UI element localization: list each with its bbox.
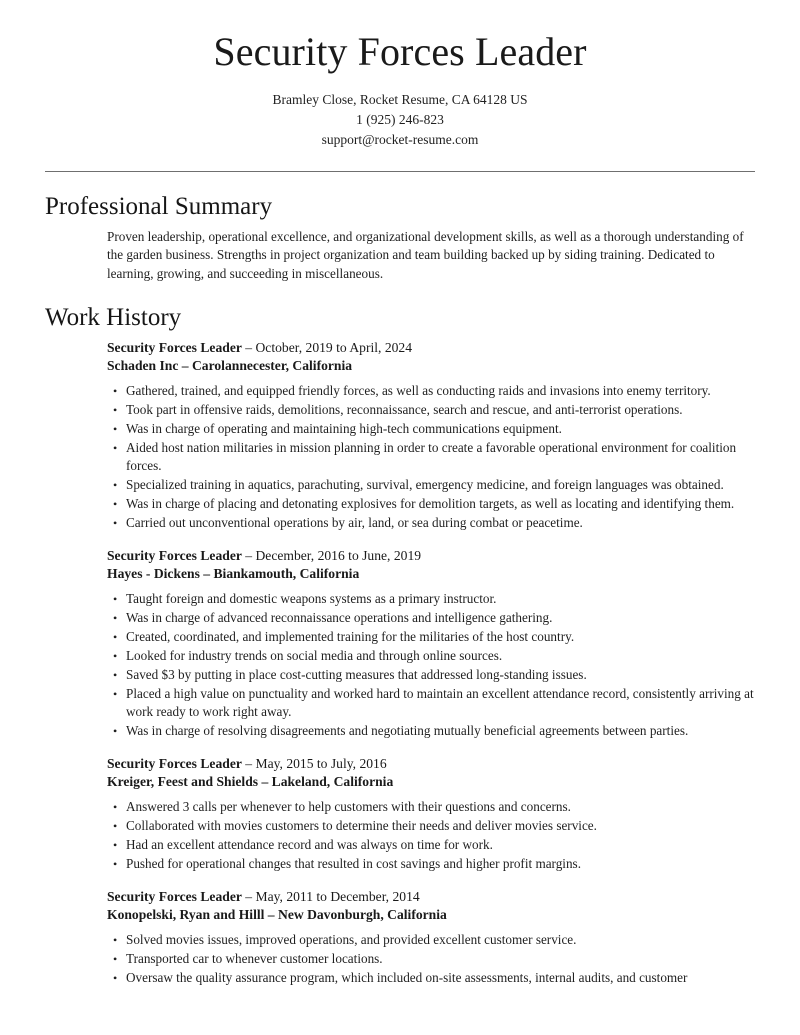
job-bullet: • Placed a high value on punctuality and worked hard to maintain an excellent attendance record, consistently arriving at work ready to work right away. xyxy=(107,685,755,721)
job-bullet: • Took part in offensive raids, demolitions, reconnaissance, search and rescue, and anti-terrorist operations. xyxy=(107,401,755,419)
job-heading xyxy=(107,888,755,906)
job-entry xyxy=(107,755,755,888)
job-bullet: • Looked for industry trends on social media and through online sources. xyxy=(107,647,755,665)
job-company: Hayes - Dickens – Biankamouth, California xyxy=(107,565,360,581)
job-list xyxy=(107,339,755,1002)
job-bullet: • Was in charge of placing and detonating explosives for demolition targets, as well as locating and identifying them. xyxy=(107,495,755,513)
job-bullet-list xyxy=(107,798,755,873)
job-heading xyxy=(107,339,755,357)
work-history-body xyxy=(0,339,800,1002)
job-dates: October, 2019 to April, 2024 xyxy=(255,340,413,355)
page-title: Security Forces Leader xyxy=(213,29,587,74)
job-bullet: • Answered 3 calls per whenever to help customers with their questions and concerns. xyxy=(107,798,755,816)
job-dates: December, 2016 to June, 2019 xyxy=(255,548,422,563)
job-dates: May, 2015 to July, 2016 xyxy=(255,756,387,771)
job-bullet: • Aided host nation militaries in mission planning in order to create a favorable operational environment for coalition forces. xyxy=(107,439,755,475)
job-company: Kreiger, Feest and Shields – Lakeland, California xyxy=(107,773,394,789)
job-bullet-list xyxy=(107,382,755,532)
contact-email: support@rocket-resume.com xyxy=(321,132,479,147)
section-heading-summary: Professional Summary xyxy=(45,193,273,220)
job-title: Security Forces Leader xyxy=(107,548,242,563)
job-company: Konopelski, Ryan and Hilll – New Davonburgh, California xyxy=(107,906,447,922)
job-bullet: • Saved $3 by putting in place cost-cutting measures that addressed long-standing issues. xyxy=(107,666,755,684)
job-bullet: • Oversaw the quality assurance program, which included on-site assessments, internal audits, and customer xyxy=(107,969,755,987)
resume-header xyxy=(0,0,800,150)
job-bullet: • Created, coordinated, and implemented training for the militaries of the host country. xyxy=(107,628,755,646)
contact-address: Bramley Close, Rocket Resume, CA 64128 US xyxy=(272,92,528,107)
job-bullet: • Had an excellent attendance record and was always on time for work. xyxy=(107,836,755,854)
job-heading xyxy=(107,547,755,565)
job-bullet: • Solved movies issues, improved operations, and provided excellent customer service. xyxy=(107,931,755,949)
job-bullet: • Pushed for operational changes that resulted in cost savings and higher profit margins. xyxy=(107,855,755,873)
job-bullet: • Transported car to whenever customer locations. xyxy=(107,950,755,968)
section-work-history xyxy=(0,283,800,1002)
job-heading xyxy=(107,755,755,773)
job-bullet: • Gathered, trained, and equipped friendly forces, as well as conducting raids and invasions into enemy territory. xyxy=(107,382,755,400)
job-bullet: • Carried out unconventional operations by air, land, or sea during combat or peacetime. xyxy=(107,514,755,532)
job-bullet: • Taught foreign and domestic weapons systems as a primary instructor. xyxy=(107,590,755,608)
job-separator: – xyxy=(241,548,256,563)
job-entry xyxy=(107,888,755,1002)
job-bullet-list xyxy=(107,590,755,740)
job-dates: May, 2011 to December, 2014 xyxy=(255,889,420,904)
job-bullet: • Collaborated with movies customers to determine their needs and deliver movies service. xyxy=(107,817,755,835)
job-company: Schaden Inc – Carolannecester, California xyxy=(107,357,353,373)
job-separator: – xyxy=(241,889,256,904)
job-bullet: • Specialized training in aquatics, parachuting, survival, emergency medicine, and foreign languages was obtained. xyxy=(107,476,755,494)
job-bullet: • Was in charge of operating and maintaining high-tech communications equipment. xyxy=(107,420,755,438)
job-bullet: • Was in charge of resolving disagreements and negotiating mutually beneficial agreements between parties. xyxy=(107,722,755,740)
section-professional-summary xyxy=(0,172,800,283)
job-entry xyxy=(107,339,755,547)
job-entry xyxy=(107,547,755,755)
job-bullet: • Was in charge of advanced reconnaissance operations and intelligence gathering. xyxy=(107,609,755,627)
job-title: Security Forces Leader xyxy=(107,756,242,771)
contact-phone: 1 (925) 246-823 xyxy=(356,112,444,127)
job-separator: – xyxy=(241,756,256,771)
summary-body xyxy=(0,228,800,284)
job-title: Security Forces Leader xyxy=(107,340,242,355)
job-separator: – xyxy=(241,340,256,355)
section-heading-work-history: Work History xyxy=(45,304,182,332)
job-title: Security Forces Leader xyxy=(107,889,242,904)
summary-text: Proven leadership, operational excellence, and organizational development skills, as well as a thorough understanding of the garden business. Strengths in project organization and team building backed up by siding training. Dedicated to learning, growing, and succeeding in miscellaneous. xyxy=(107,228,744,281)
job-bullet-list xyxy=(107,931,755,987)
